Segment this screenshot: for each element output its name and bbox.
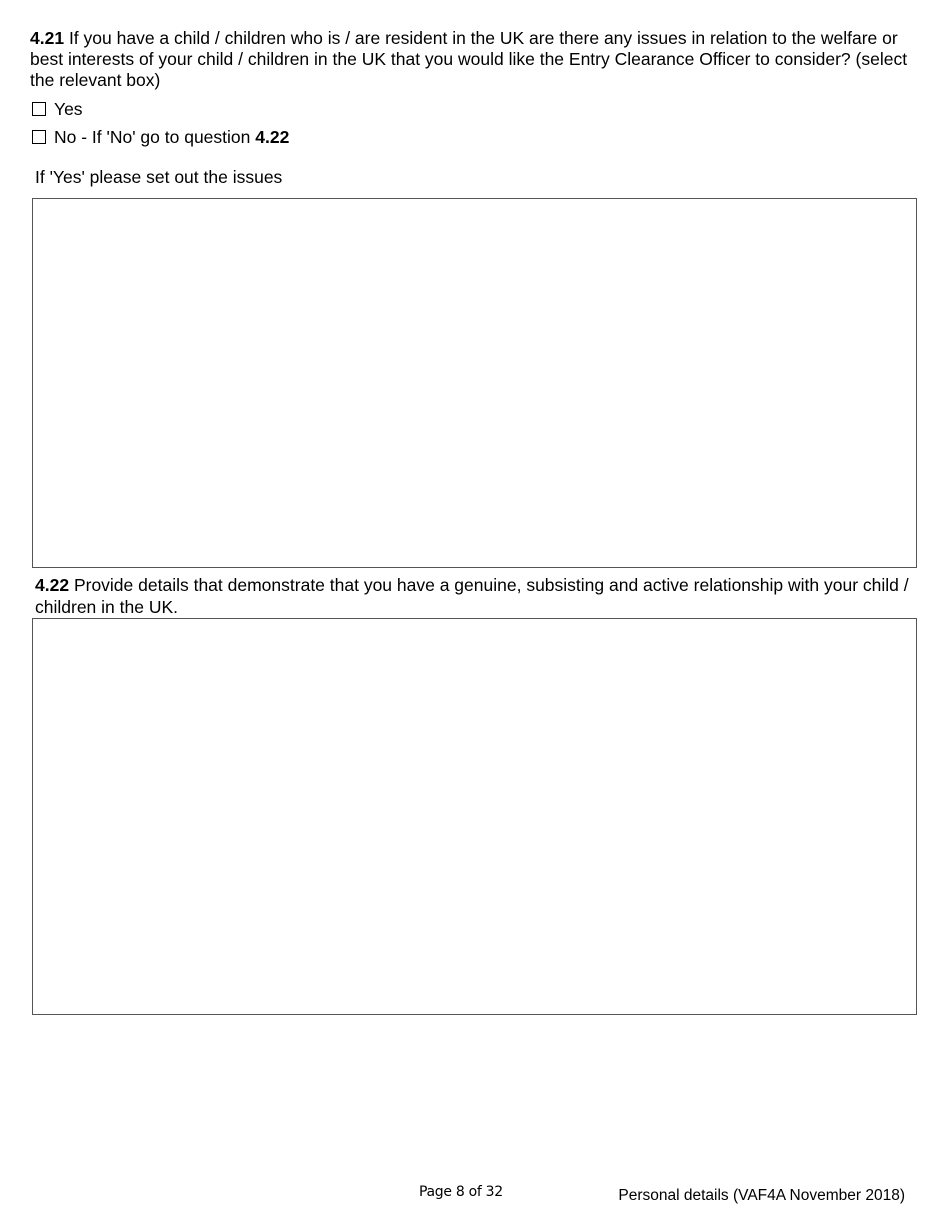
option-no[interactable] [32,127,289,147]
no-label: No - If 'No' go to question [54,127,251,147]
question-4-21-text [30,28,920,91]
yes-checkbox[interactable] [32,102,46,116]
question-number: 4.22 [35,575,70,595]
question-text: If you have a child / children who is / are resident in the UK are there any issues in relation to the welfare or best interests of your child / children in the UK that you would like the Entry Clearance Officer to consider? (select the relevant box) [30,28,908,90]
option-yes[interactable] [32,99,83,119]
page-number: Page 8 of 32 [419,1184,503,1200]
question-text: Provide details that demonstrate that you have a genuine, subsisting and active relationship with your child / children in the UK. [35,575,909,617]
issues-label: If 'Yes' please set out the issues [35,167,283,187]
no-target-question: 4.22 [255,127,290,147]
no-checkbox[interactable] [32,130,46,144]
relationship-details-field[interactable] [32,618,917,1015]
issues-text-field[interactable] [32,198,917,568]
question-number: 4.21 [30,28,65,48]
document-title: Personal details (VAF4A November 2018) [618,1187,905,1204]
question-4-22-text [35,574,920,618]
yes-label: Yes [54,99,83,119]
